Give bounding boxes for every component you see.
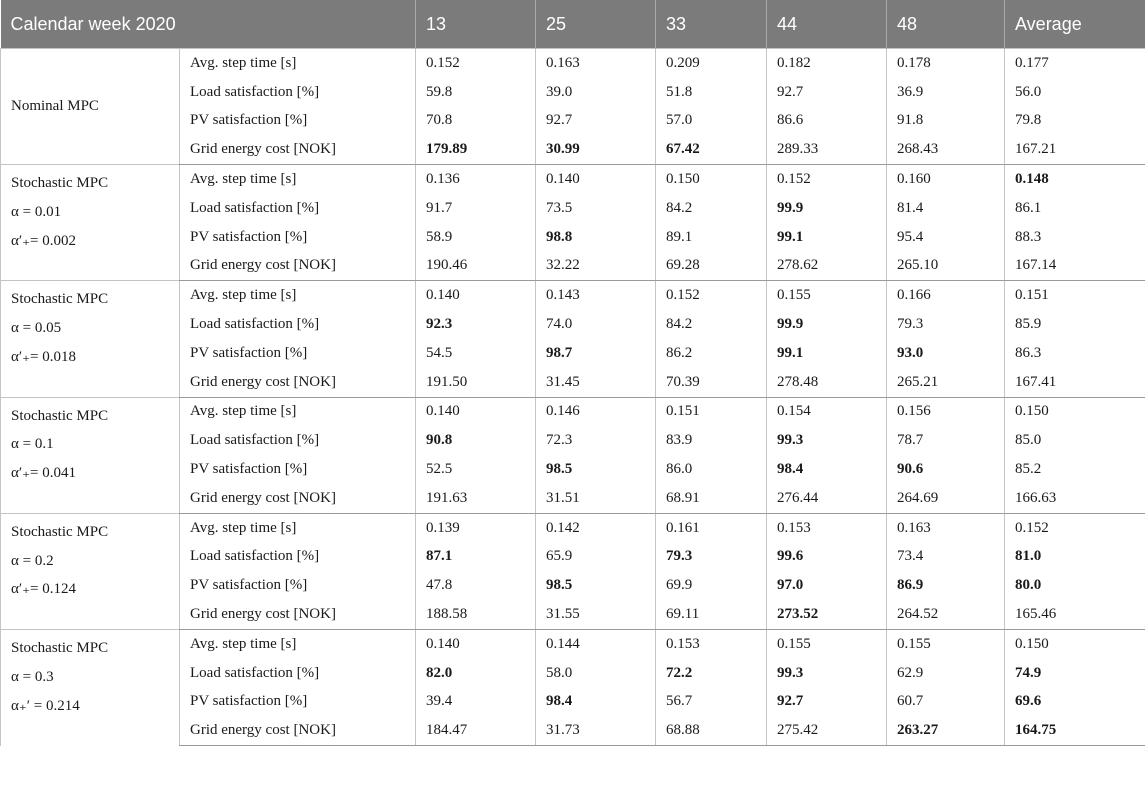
- metric-label: Grid energy cost [NOK]: [180, 135, 416, 164]
- method-parameter: α₊′ = 0.214: [11, 697, 80, 714]
- method-cell: [1, 397, 180, 513]
- value-cell: 0.163: [536, 49, 656, 78]
- metric-label: PV satisfaction [%]: [180, 223, 416, 252]
- value-cell: 90.6: [887, 455, 1005, 484]
- method-parameter: α′₊= 0.002: [11, 232, 77, 249]
- average-value-cell: 0.148: [1005, 165, 1145, 194]
- value-cell: 98.5: [536, 571, 656, 600]
- value-cell: 273.52: [767, 600, 887, 629]
- value-cell: 68.91: [656, 484, 767, 513]
- average-value-cell: 0.152: [1005, 513, 1145, 542]
- value-cell: 70.8: [416, 107, 536, 136]
- value-cell: 98.4: [767, 455, 887, 484]
- value-cell: 82.0: [416, 659, 536, 688]
- average-value-cell: 81.0: [1005, 543, 1145, 572]
- metric-label: Load satisfaction [%]: [180, 543, 416, 572]
- value-cell: 0.140: [536, 165, 656, 194]
- average-value-cell: 74.9: [1005, 659, 1145, 688]
- value-cell: 57.0: [656, 107, 767, 136]
- value-cell: 65.9: [536, 543, 656, 572]
- value-cell: 87.1: [416, 543, 536, 572]
- value-cell: 278.48: [767, 368, 887, 397]
- value-cell: 99.1: [767, 339, 887, 368]
- average-value-cell: 88.3: [1005, 223, 1145, 252]
- value-cell: 0.140: [416, 629, 536, 658]
- metric-label: Avg. step time [s]: [180, 165, 416, 194]
- value-cell: 0.156: [887, 397, 1005, 426]
- value-cell: 0.163: [887, 513, 1005, 542]
- method-parameter: α′₊= 0.018: [11, 348, 77, 365]
- value-cell: 59.8: [416, 78, 536, 107]
- value-cell: 275.42: [767, 716, 887, 745]
- value-cell: 68.88: [656, 716, 767, 745]
- value-cell: 0.150: [656, 165, 767, 194]
- value-cell: 74.0: [536, 310, 656, 339]
- value-cell: 0.152: [416, 49, 536, 78]
- value-cell: 0.155: [767, 281, 887, 310]
- value-cell: 188.58: [416, 600, 536, 629]
- value-cell: 99.6: [767, 543, 887, 572]
- value-cell: 0.144: [536, 629, 656, 658]
- value-cell: 0.151: [656, 397, 767, 426]
- value-cell: 52.5: [416, 455, 536, 484]
- value-cell: 179.89: [416, 135, 536, 164]
- value-cell: 0.142: [536, 513, 656, 542]
- value-cell: 0.140: [416, 281, 536, 310]
- value-cell: 56.7: [656, 688, 767, 717]
- method-cell: [1, 513, 180, 629]
- value-cell: 91.7: [416, 194, 536, 223]
- average-value-cell: 164.75: [1005, 716, 1145, 745]
- value-cell: 73.5: [536, 194, 656, 223]
- value-cell: 99.9: [767, 194, 887, 223]
- average-value-cell: 80.0: [1005, 571, 1145, 600]
- value-cell: 83.9: [656, 426, 767, 455]
- value-cell: 84.2: [656, 194, 767, 223]
- table-row: [1, 397, 1145, 426]
- metric-label: PV satisfaction [%]: [180, 339, 416, 368]
- value-cell: 73.4: [887, 543, 1005, 572]
- value-cell: 91.8: [887, 107, 1005, 136]
- method-name: Stochastic MPC: [11, 639, 109, 656]
- method-name: Nominal MPC: [11, 98, 99, 115]
- metric-label: PV satisfaction [%]: [180, 455, 416, 484]
- metric-label: Avg. step time [s]: [180, 513, 416, 542]
- average-value-cell: 85.0: [1005, 426, 1145, 455]
- value-cell: 0.160: [887, 165, 1005, 194]
- value-cell: 264.69: [887, 484, 1005, 513]
- value-cell: 32.22: [536, 252, 656, 281]
- average-value-cell: 86.1: [1005, 194, 1145, 223]
- metric-label: Avg. step time [s]: [180, 397, 416, 426]
- value-cell: 39.0: [536, 78, 656, 107]
- method-cell: [1, 49, 180, 165]
- method-parameter: α = 0.05: [11, 320, 62, 337]
- value-cell: 86.6: [767, 107, 887, 136]
- value-cell: 191.63: [416, 484, 536, 513]
- value-cell: 95.4: [887, 223, 1005, 252]
- metric-label: Load satisfaction [%]: [180, 78, 416, 107]
- average-value-cell: 0.177: [1005, 49, 1145, 78]
- average-value-cell: 0.151: [1005, 281, 1145, 310]
- method-cell: [1, 165, 180, 281]
- header-week-48: 48: [887, 0, 1005, 49]
- value-cell: 0.143: [536, 281, 656, 310]
- value-cell: 98.7: [536, 339, 656, 368]
- value-cell: 92.3: [416, 310, 536, 339]
- value-cell: 265.10: [887, 252, 1005, 281]
- table-row: [1, 629, 1145, 658]
- table-row: [1, 281, 1145, 310]
- value-cell: 81.4: [887, 194, 1005, 223]
- metric-label: Load satisfaction [%]: [180, 310, 416, 339]
- value-cell: 69.28: [656, 252, 767, 281]
- value-cell: 70.39: [656, 368, 767, 397]
- method-name: Stochastic MPC: [11, 175, 109, 192]
- value-cell: 0.146: [536, 397, 656, 426]
- metric-label: PV satisfaction [%]: [180, 571, 416, 600]
- value-cell: 99.3: [767, 426, 887, 455]
- value-cell: 0.155: [887, 629, 1005, 658]
- value-cell: 264.52: [887, 600, 1005, 629]
- average-value-cell: 165.46: [1005, 600, 1145, 629]
- average-value-cell: 79.8: [1005, 107, 1145, 136]
- value-cell: 92.7: [767, 688, 887, 717]
- value-cell: 0.154: [767, 397, 887, 426]
- value-cell: 0.152: [656, 281, 767, 310]
- method-parameter: α′₊= 0.124: [11, 581, 77, 598]
- value-cell: 79.3: [887, 310, 1005, 339]
- metric-label: Avg. step time [s]: [180, 629, 416, 658]
- value-cell: 60.7: [887, 688, 1005, 717]
- value-cell: 36.9: [887, 78, 1005, 107]
- value-cell: 69.11: [656, 600, 767, 629]
- value-cell: 184.47: [416, 716, 536, 745]
- header-week-13: 13: [416, 0, 536, 49]
- average-value-cell: 167.41: [1005, 368, 1145, 397]
- value-cell: 0.136: [416, 165, 536, 194]
- average-value-cell: 86.3: [1005, 339, 1145, 368]
- value-cell: 51.8: [656, 78, 767, 107]
- value-cell: 98.4: [536, 688, 656, 717]
- table-body: [1, 49, 1145, 746]
- value-cell: 0.166: [887, 281, 1005, 310]
- value-cell: 268.43: [887, 135, 1005, 164]
- average-value-cell: 85.9: [1005, 310, 1145, 339]
- value-cell: 0.152: [767, 165, 887, 194]
- value-cell: 86.2: [656, 339, 767, 368]
- value-cell: 99.1: [767, 223, 887, 252]
- value-cell: 30.99: [536, 135, 656, 164]
- value-cell: 31.51: [536, 484, 656, 513]
- method-parameter: α = 0.1: [11, 436, 54, 453]
- value-cell: 92.7: [767, 78, 887, 107]
- value-cell: 289.33: [767, 135, 887, 164]
- header-row: [1, 0, 1145, 49]
- metric-label: Grid energy cost [NOK]: [180, 600, 416, 629]
- value-cell: 92.7: [536, 107, 656, 136]
- table-row: [1, 165, 1145, 194]
- value-cell: 47.8: [416, 571, 536, 600]
- value-cell: 72.2: [656, 659, 767, 688]
- value-cell: 72.3: [536, 426, 656, 455]
- value-cell: 99.3: [767, 659, 887, 688]
- method-cell: [1, 629, 180, 745]
- method-parameter: α = 0.3: [11, 668, 54, 685]
- metric-label: Grid energy cost [NOK]: [180, 368, 416, 397]
- average-value-cell: 166.63: [1005, 484, 1145, 513]
- metric-label: Grid energy cost [NOK]: [180, 484, 416, 513]
- metric-label: PV satisfaction [%]: [180, 688, 416, 717]
- value-cell: 86.0: [656, 455, 767, 484]
- average-value-cell: 56.0: [1005, 78, 1145, 107]
- average-value-cell: 167.21: [1005, 135, 1145, 164]
- value-cell: 0.182: [767, 49, 887, 78]
- value-cell: 0.153: [656, 629, 767, 658]
- value-cell: 0.140: [416, 397, 536, 426]
- value-cell: 84.2: [656, 310, 767, 339]
- value-cell: 98.5: [536, 455, 656, 484]
- value-cell: 0.155: [767, 629, 887, 658]
- value-cell: 31.55: [536, 600, 656, 629]
- table-row: [1, 513, 1145, 542]
- header-week-33: 33: [656, 0, 767, 49]
- value-cell: 67.42: [656, 135, 767, 164]
- value-cell: 276.44: [767, 484, 887, 513]
- value-cell: 89.1: [656, 223, 767, 252]
- metric-label: Load satisfaction [%]: [180, 194, 416, 223]
- value-cell: 58.9: [416, 223, 536, 252]
- value-cell: 78.7: [887, 426, 1005, 455]
- value-cell: 69.9: [656, 571, 767, 600]
- metric-label: Avg. step time [s]: [180, 281, 416, 310]
- metric-label: Avg. step time [s]: [180, 49, 416, 78]
- value-cell: 93.0: [887, 339, 1005, 368]
- value-cell: 278.62: [767, 252, 887, 281]
- value-cell: 265.21: [887, 368, 1005, 397]
- value-cell: 58.0: [536, 659, 656, 688]
- method-name: Stochastic MPC: [11, 291, 109, 308]
- value-cell: 86.9: [887, 571, 1005, 600]
- value-cell: 0.178: [887, 49, 1005, 78]
- value-cell: 0.161: [656, 513, 767, 542]
- value-cell: 79.3: [656, 543, 767, 572]
- value-cell: 31.45: [536, 368, 656, 397]
- method-name: Stochastic MPC: [11, 523, 109, 540]
- value-cell: 263.27: [887, 716, 1005, 745]
- average-value-cell: 85.2: [1005, 455, 1145, 484]
- method-cell: [1, 281, 180, 397]
- method-parameter: α′₊= 0.041: [11, 465, 77, 482]
- table-row: [1, 49, 1145, 78]
- value-cell: 54.5: [416, 339, 536, 368]
- value-cell: 0.209: [656, 49, 767, 78]
- value-cell: 98.8: [536, 223, 656, 252]
- value-cell: 0.139: [416, 513, 536, 542]
- value-cell: 90.8: [416, 426, 536, 455]
- average-value-cell: 0.150: [1005, 397, 1145, 426]
- metric-label: Grid energy cost [NOK]: [180, 716, 416, 745]
- header-week-25: 25: [536, 0, 656, 49]
- value-cell: 97.0: [767, 571, 887, 600]
- header-calendar-week: Calendar week 2020: [1, 0, 416, 49]
- method-parameter: α = 0.2: [11, 552, 54, 569]
- metric-label: PV satisfaction [%]: [180, 107, 416, 136]
- header-average: Average: [1005, 0, 1145, 49]
- average-value-cell: 0.150: [1005, 629, 1145, 658]
- value-cell: 0.153: [767, 513, 887, 542]
- value-cell: 99.9: [767, 310, 887, 339]
- method-parameter: α = 0.01: [11, 203, 62, 220]
- metric-label: Grid energy cost [NOK]: [180, 252, 416, 281]
- value-cell: 62.9: [887, 659, 1005, 688]
- method-name: Stochastic MPC: [11, 407, 109, 424]
- value-cell: 191.50: [416, 368, 536, 397]
- metric-label: Load satisfaction [%]: [180, 426, 416, 455]
- value-cell: 31.73: [536, 716, 656, 745]
- average-value-cell: 69.6: [1005, 688, 1145, 717]
- header-week-44: 44: [767, 0, 887, 49]
- value-cell: 39.4: [416, 688, 536, 717]
- value-cell: 190.46: [416, 252, 536, 281]
- metric-label: Load satisfaction [%]: [180, 659, 416, 688]
- average-value-cell: 167.14: [1005, 252, 1145, 281]
